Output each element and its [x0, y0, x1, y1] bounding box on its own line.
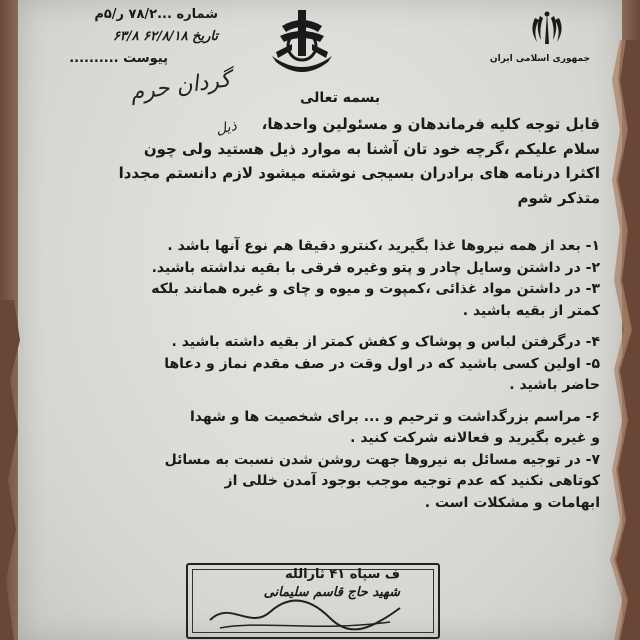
letter-number: شماره ...۷۸/۲ ر/۵م: [94, 7, 218, 22]
letter-intro: [40, 112, 600, 210]
letter-attachment: پیوست ..........: [69, 51, 168, 66]
signature-line: ف سپاه ۴۱ ثارالله: [285, 567, 400, 582]
intro-line: سلام علیکم ،گرچه خود تان آشنا به موارد ذیل هستید ولی چون: [143, 139, 600, 158]
item-line: کوتاهی نکنید که عدم توجیه موجب بوجود آمدن خللی از: [224, 473, 600, 489]
national-emblem-caption: جمهوری اسلامی ایران: [489, 54, 590, 64]
salutation: بسمه تعالی: [300, 90, 381, 106]
intro-line: اکثرا درنامه های برادران بسیجی نوشته میشود لازم دانستم مجددا: [118, 164, 600, 182]
handwritten-addressee: گردان حرم: [128, 67, 233, 106]
signature-line: شهید حاج قاسم سلیمانی: [263, 585, 400, 600]
item-line: ۶- مراسم بزرگداشت و ترحیم و ... برای شخصیت ها و شهدا: [190, 408, 600, 425]
letter-date: تاریخ ۶۲/۸/۱۸ ۶۳/۸: [112, 29, 218, 44]
item-line: ۲- در داشتن وسایل چادر و پتو وغیره فرقی با بقیه نداشته باشید.: [151, 259, 600, 276]
national-emblem-icon: [527, 8, 567, 48]
item-line: ۵- اولین کسی باشید که در اول وقت در صف مقدم نماز و دعاها: [164, 355, 600, 372]
item-line: ۴- درگرفتن لباس و پوشاک و کفش کمتر از بقیه داشته باشید .: [171, 334, 600, 350]
item-line: ۱- بعد از همه نیروها غذا بگیرید ،کنترو دقیقا هم نوع آنها باشد .: [167, 238, 600, 254]
letter-items: [40, 236, 600, 514]
item-line: و غیره بگیرید و فعالانه شرکت کنید .: [350, 430, 600, 446]
letter-header-info: [28, 4, 218, 70]
torn-edge-right: [596, 40, 640, 640]
organization-emblem: [262, 6, 342, 82]
national-emblem-block: [489, 8, 590, 70]
item-line: حاضر باشید .: [509, 377, 600, 393]
handwritten-margin-note: ذیل: [214, 118, 239, 138]
item-line: ۳- در داشتن مواد غذائی ،کمپوت و میوه و چای و غیره همانند بلکه: [151, 281, 600, 297]
item-line: کمتر از بقیه باشید .: [462, 302, 600, 319]
intro-line: قابل توجه کلیه فرماندهان و مسئولین واحدها،: [261, 115, 600, 133]
item-line: ابهامات و مشکلات است .: [424, 494, 600, 511]
intro-line: متذکر شوم: [517, 188, 600, 207]
handwritten-signature: [200, 590, 420, 634]
item-line: ۷- در توجیه مسائل به نیروها جهت روشن شدن نسبت به مسائل: [164, 451, 600, 468]
torn-edge-left: [0, 300, 24, 640]
